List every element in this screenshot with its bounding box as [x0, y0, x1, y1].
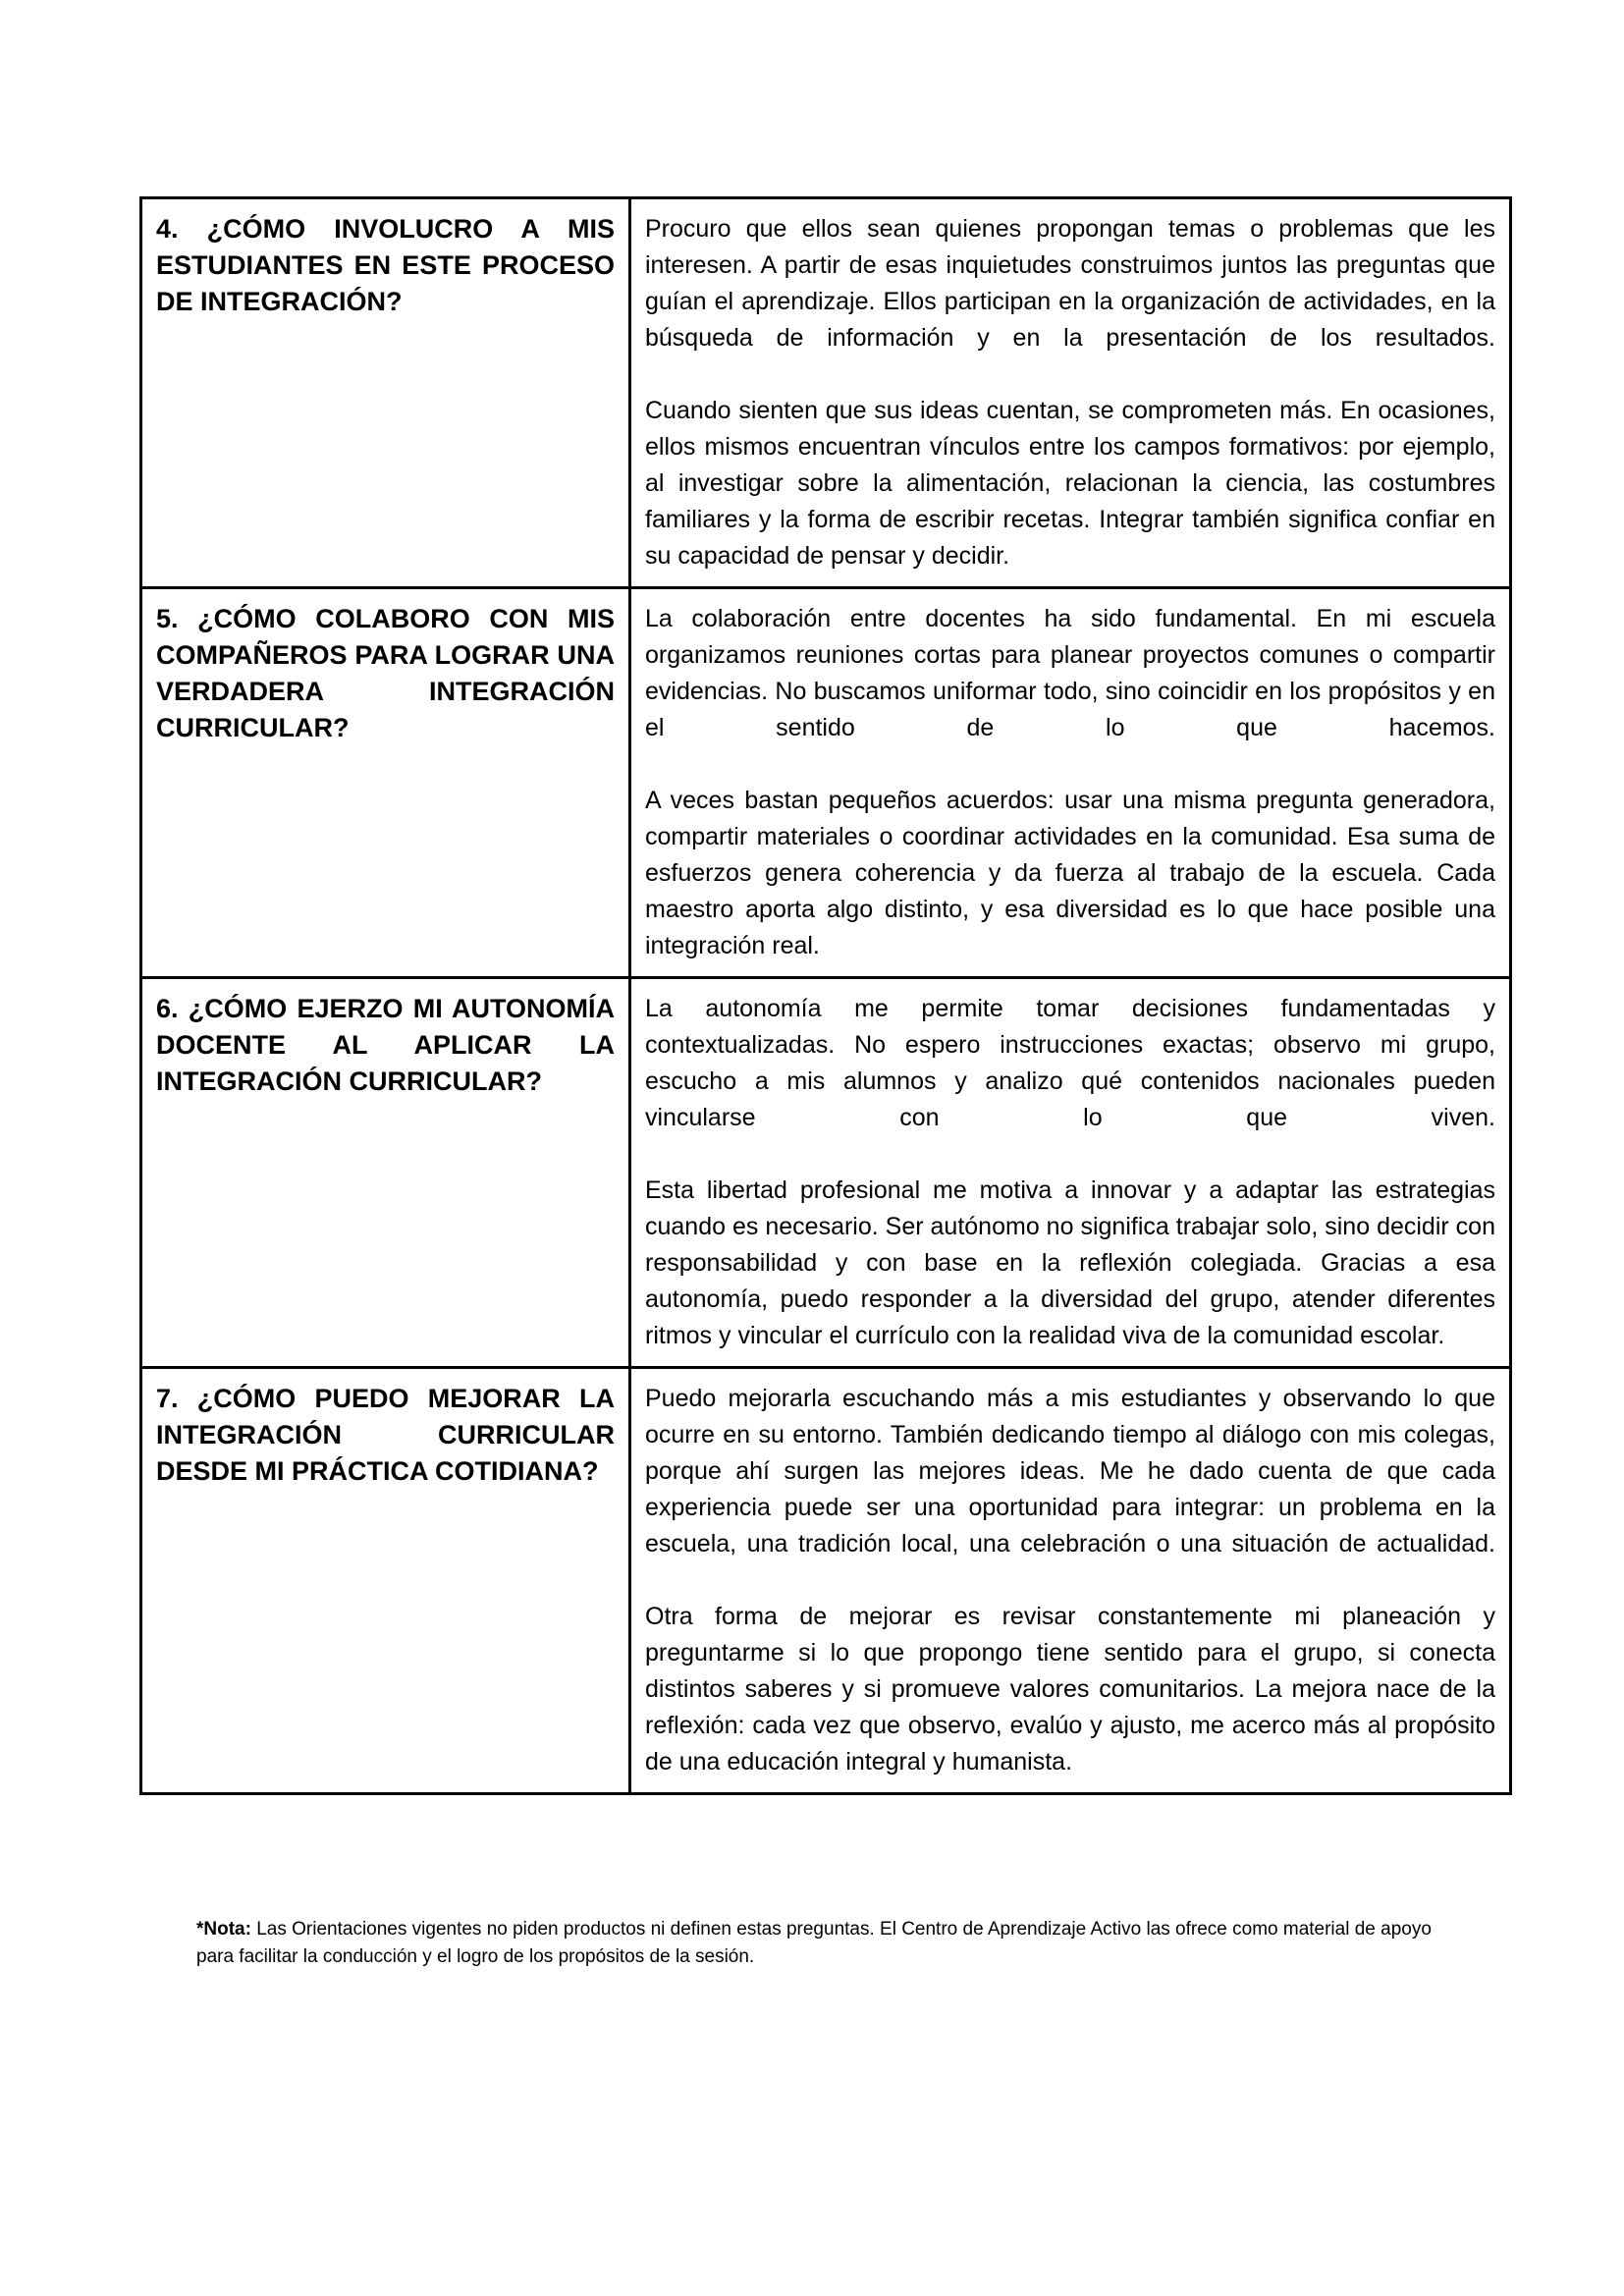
answer-cell: [630, 978, 1511, 1368]
answer-cell: [630, 1368, 1511, 1794]
table-row: [141, 588, 1511, 978]
table-row: [141, 1368, 1511, 1794]
question-cell: 6. ¿CÓMO EJERZO MI AUTONOMÍA DOCENTE AL APLICAR LA INTEGRACIÓN CURRICULAR?: [141, 978, 630, 1368]
answer-paragraph: Puedo mejorarla escuchando más a mis estudiantes y observando lo que ocurre en su entorno. También dedicando tiempo al diálogo con mis colegas, porque ahí surgen las mejores ideas. Me he dado cuenta de que cada experiencia puede ser una oportunidad para integrar: un problema en la escuela, una tradición local, una celebración o una situación de actualidad.: [645, 1385, 1495, 1558]
answer-paragraph: Esta libertad profesional me motiva a innovar y a adaptar las estrategias cuando es necesario. Ser autónomo no significa trabajar solo, sino decidir con responsabilidad y con base en la reflexión colegiada. Gracias a esa autonomía, puedo responder a la diversidad del grupo, atender diferentes ritmos y vincular el currículo con la realidad viva de la comunidad escolar.: [645, 1176, 1495, 1349]
answer-paragraph: La autonomía me permite tomar decisiones fundamentadas y contextualizadas. No espero instrucciones exactas; observo mi grupo, escucho a mis alumnos y analizo qué contenidos nacionales pueden vincularse con lo que viven.: [645, 995, 1495, 1131]
question-cell: 4. ¿CÓMO INVOLUCRO A MIS ESTUDIANTES EN ESTE PROCESO DE INTEGRACIÓN?: [141, 198, 630, 588]
answer-cell: [630, 588, 1511, 978]
table-row: [141, 978, 1511, 1368]
footnote-text: Las Orientaciones vigentes no piden productos ni definen estas preguntas. El Centro de Aprendizaje Activo las ofrece como material de apoyo para facilitar la conducción y el logro de los propósitos de la sesión.: [196, 1919, 1432, 1967]
answer-paragraph: A veces bastan pequeños acuerdos: usar una misma pregunta generadora, compartir materiales o coordinar actividades en la comunidad. Esa suma de esfuerzos genera coherencia y da fuerza al trabajo de la escuela. Cada maestro aporta algo distinto, y esa diversidad es lo que hace posible una integración real.: [645, 787, 1495, 959]
footnote: [196, 1916, 1453, 1971]
answer-paragraph: Otra forma de mejorar es revisar constantemente mi planeación y preguntarme si lo que propongo tiene sentido para el grupo, si conecta distintos saberes y si promueve valores comunitarios. La mejora nace de la reflexión: cada vez que observo, evalúo y ajusto, me acerco más al propósito de una educación integral y humanista.: [645, 1603, 1495, 1776]
footnote-label: *Nota:: [196, 1919, 251, 1940]
answer-paragraph: Procuro que ellos sean quienes propongan temas o problemas que les interesen. A partir de esas inquietudes construimos juntos las preguntas que guían el aprendizaje. Ellos participan en la organización de actividades, en la búsqueda de información y en la presentación de los resultados.: [645, 215, 1495, 352]
question-cell: 5. ¿CÓMO COLABORO CON MIS COMPAÑEROS PARA LOGRAR UNA VERDADERA INTEGRACIÓN CURRICULAR?: [141, 588, 630, 978]
answer-cell: [630, 198, 1511, 588]
question-cell: 7. ¿CÓMO PUEDO MEJORAR LA INTEGRACIÓN CURRICULAR DESDE MI PRÁCTICA COTIDIANA?: [141, 1368, 630, 1794]
questions-table: [139, 196, 1512, 1795]
table-row: [141, 198, 1511, 588]
answer-paragraph: Cuando sienten que sus ideas cuentan, se comprometen más. En ocasiones, ellos mismos encuentran vínculos entre los campos formativos: por ejemplo, al investigar sobre la alimentación, relacionan la ciencia, las costumbres familiares y la forma de escribir recetas. Integrar también significa confiar en su capacidad de pensar y decidir.: [645, 397, 1495, 570]
answer-paragraph: La colaboración entre docentes ha sido fundamental. En mi escuela organizamos reuniones cortas para planear proyectos comunes o compartir evidencias. No buscamos uniformar todo, sino coincidir en los propósitos y en el sentido de lo que hacemos.: [645, 605, 1495, 741]
